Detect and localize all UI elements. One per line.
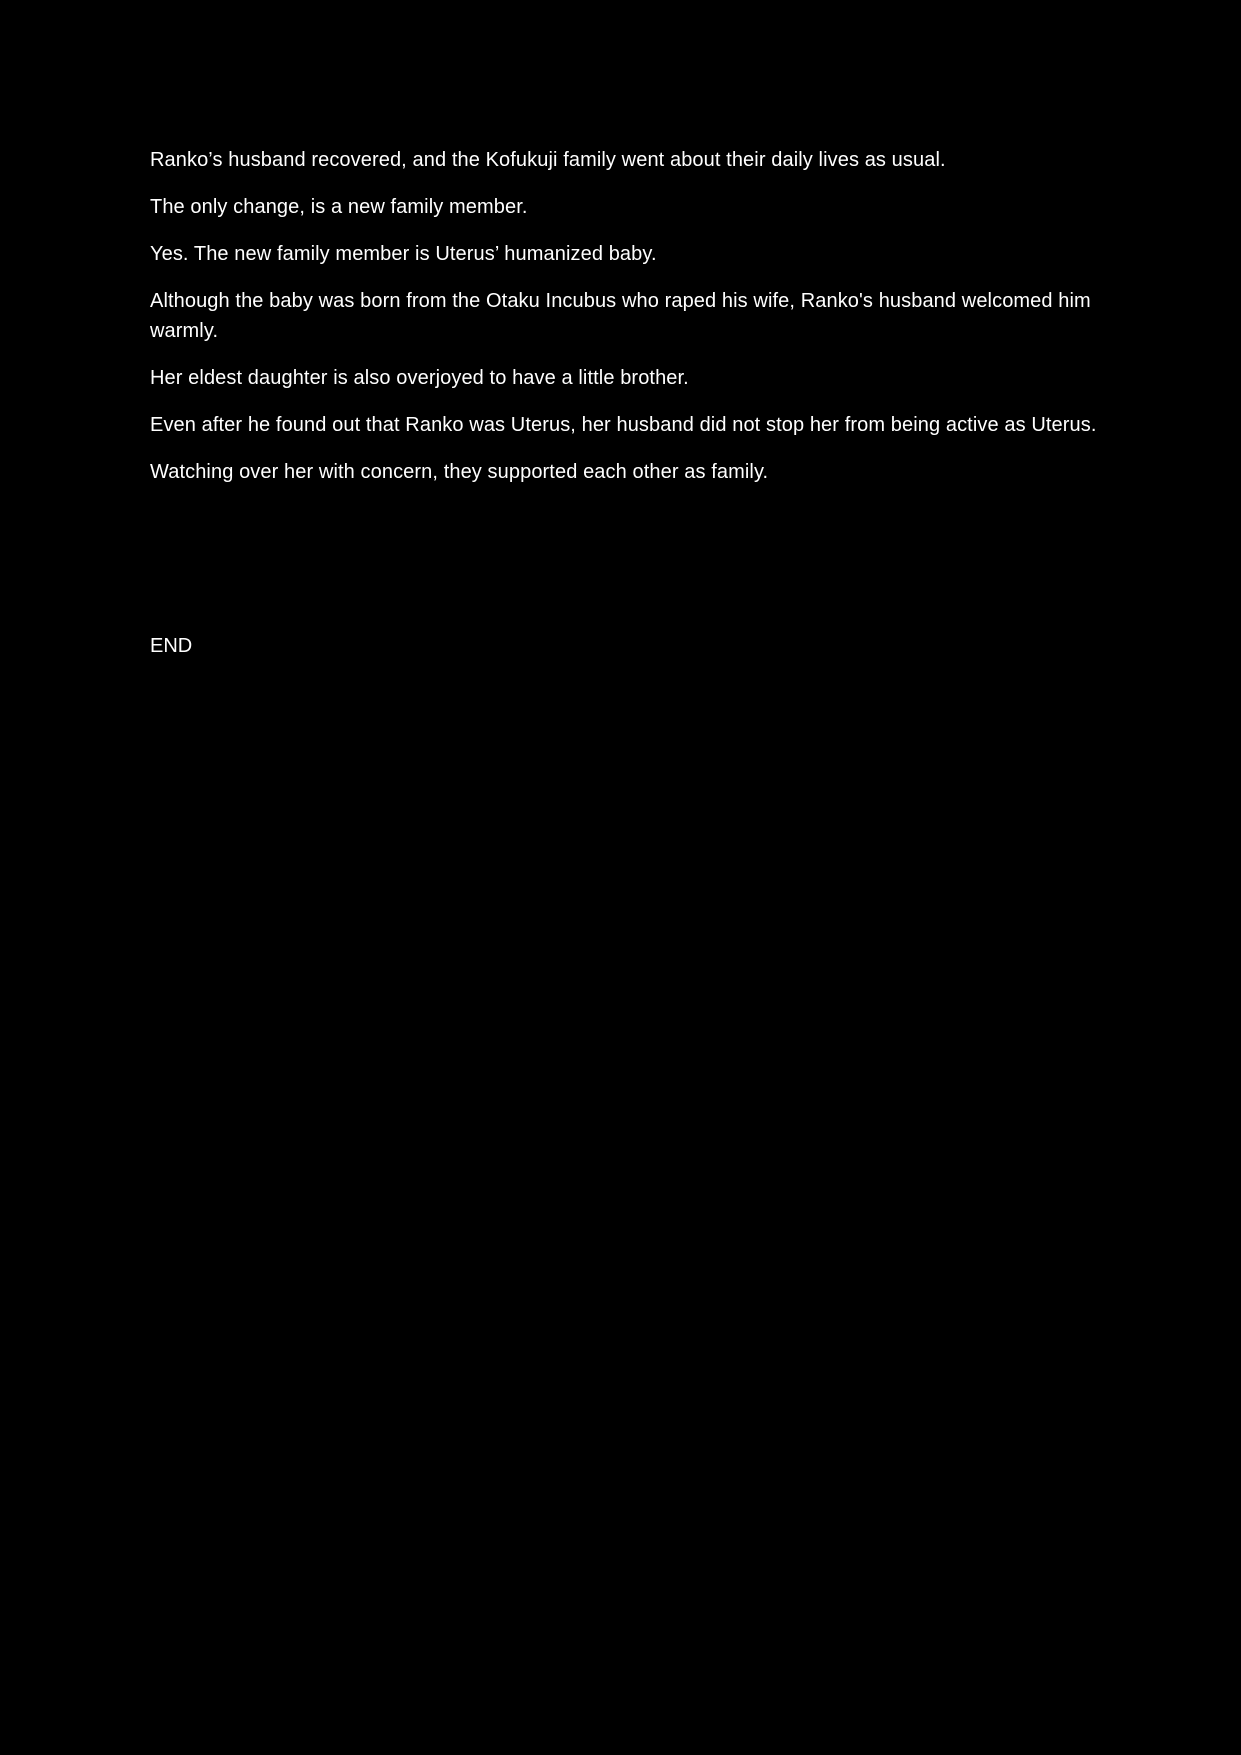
end-marker: END bbox=[150, 635, 193, 657]
paragraph-2: The only change, is a new family member. bbox=[150, 196, 528, 218]
paragraph-1: Ranko’s husband recovered, and the Kofukuji family went about their daily lives as usual. bbox=[150, 149, 946, 171]
paragraph-4: Although the baby was born from the Otaku Incubus who raped his wife, Ranko's husband welcomed him warmly. bbox=[150, 290, 1091, 342]
paragraph-3: Yes. The new family member is Uterus’ humanized baby. bbox=[150, 243, 657, 265]
paragraph-5: Her eldest daughter is also overjoyed to have a little brother. bbox=[150, 367, 689, 389]
paragraph-6: Even after he found out that Ranko was Uterus, her husband did not stop her from being active as Uterus. bbox=[150, 414, 1097, 436]
paragraph-7: Watching over her with concern, they supported each other as family. bbox=[150, 461, 769, 483]
story-text bbox=[150, 145, 1100, 504]
